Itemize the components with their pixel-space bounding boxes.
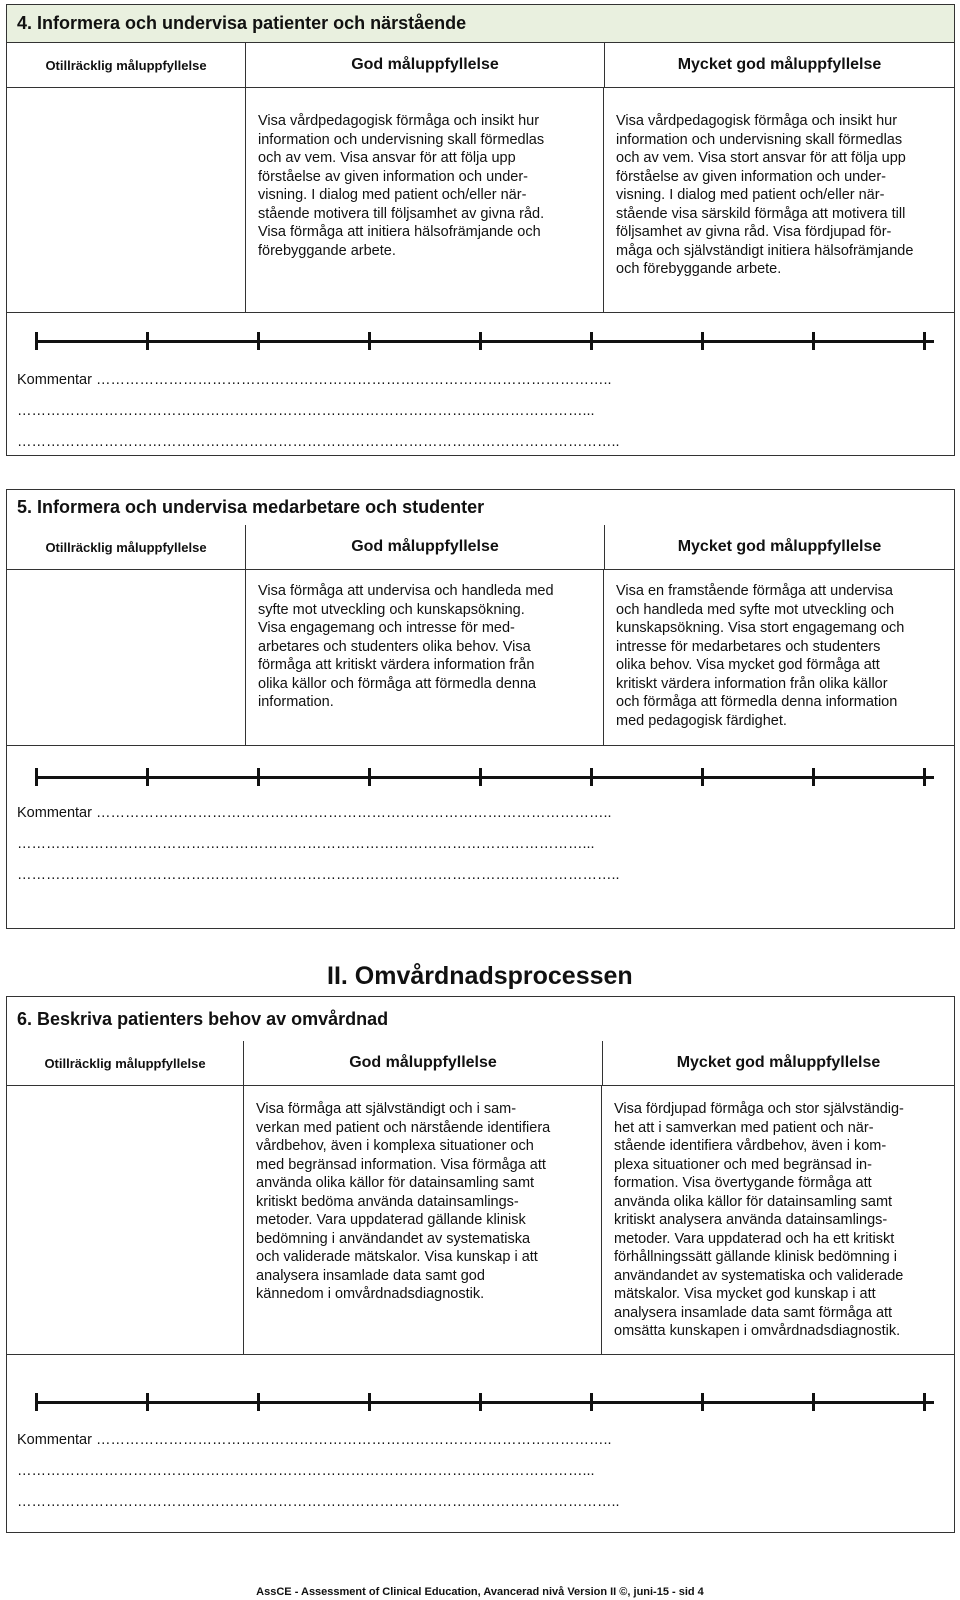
grade-very-good-label: Mycket god måluppfyllelse (677, 56, 882, 73)
criteria-line: olika källor och förmåga att förmedla denna (258, 675, 537, 692)
section-6-criteria (7, 1086, 954, 1355)
comment-dots: …………………………………………………………………………………………………………….. (17, 867, 620, 883)
criteria-very-good-cell (604, 88, 954, 312)
criteria-very-good-cell (602, 1086, 954, 1354)
criteria-line: kännedom i omvårdnadsdiagnostik. (256, 1286, 485, 1302)
comment-area[interactable] (7, 1425, 954, 1518)
scale-tick[interactable] (923, 1393, 926, 1411)
comment-dots: …………………………………………………………………………………………………………….. (17, 434, 620, 450)
criteria-line: verkan med patient och närstående identifiera (256, 1119, 551, 1136)
criteria-line: olika behov. Visa mycket god förmåga att (616, 657, 880, 673)
scale-tick[interactable] (479, 768, 482, 786)
scale-tick[interactable] (812, 332, 815, 350)
grade-good-label: God måluppfyllelse (246, 43, 605, 87)
criteria-line: Visa vårdpedagogisk förmåga och insikt hur (616, 113, 898, 129)
scale-tick[interactable] (923, 768, 926, 786)
comment-dots: ………………………………………………………………………………………………………... (17, 836, 595, 852)
scale-tick[interactable] (146, 768, 149, 786)
criteria-line: och av vem. Visa stort ansvar för att följa upp (616, 150, 906, 166)
comment-line (17, 798, 944, 829)
criteria-line: använda olika källor för datainsamling samt (614, 1193, 893, 1210)
scale-tick[interactable] (701, 332, 704, 350)
criteria-line: information. (258, 694, 334, 710)
criteria-line: förmåga att kritiskt värdera information från (258, 657, 535, 673)
scale-tick[interactable] (257, 332, 260, 350)
criteria-line: och förebyggande arbete. (616, 261, 782, 277)
section-4-title: 4. Informera och undervisa patienter och närstående (17, 13, 467, 33)
criteria-line: vårdbehov, även i komplexa situationer och (256, 1138, 534, 1154)
assessment-scale[interactable] (7, 1355, 954, 1425)
section-4 (6, 4, 955, 456)
criteria-line: visning. I dialog med patient och/eller när- (258, 187, 527, 203)
criteria-good-cell (246, 88, 604, 312)
criteria-line: förståelse av given information och under- (616, 168, 887, 185)
grade-very-good-label: Mycket god måluppfyllelse (676, 1054, 881, 1071)
scale-tick[interactable] (923, 332, 926, 350)
comment-area[interactable] (7, 798, 954, 891)
criteria-line: het att i samverkan med patient och när- (614, 1119, 874, 1136)
criteria-line: stående identifiera vårdbehov, även i kom- (614, 1138, 887, 1154)
comment-dots: …………………………………………………………………………………………….. (95, 805, 612, 821)
comment-dots: …………………………………………………………………………………………….. (95, 1432, 612, 1448)
grade-insufficient-label: Otillräcklig måluppfyllelse (7, 525, 246, 569)
criteria-line: Visa en framstående förmåga att undervisa (616, 583, 894, 599)
criteria-line: omsätta kunskapen i omvårdnadsdiagnostik. (614, 1323, 901, 1339)
criteria-line: bedömning i användandet av systematiska (256, 1230, 531, 1247)
scale-tick[interactable] (35, 332, 38, 350)
criteria-very-good-cell (604, 570, 954, 745)
criteria-line: syfte mot utveckling och kunskapsökning. (258, 601, 525, 618)
criteria-line: intresse för medarbetares och studenters (616, 638, 881, 655)
criteria-line: analysera insamlade data samt god (256, 1267, 485, 1284)
comment-dots: ………………………………………………………………………………………………………... (17, 1463, 595, 1479)
criteria-line: kritiskt analysera använda datainsamlings- (614, 1212, 888, 1228)
scale-tick[interactable] (590, 1393, 593, 1411)
grade-insufficient-label: Otillräcklig måluppfyllelse (7, 1041, 244, 1085)
scale-tick[interactable] (368, 1393, 371, 1411)
criteria-line: förebyggande arbete. (258, 242, 396, 259)
section-5-title-bar (7, 490, 954, 525)
section-6-title-bar (7, 997, 954, 1041)
section-5 (6, 489, 955, 929)
scale-tick[interactable] (590, 332, 593, 350)
criteria-line: Visa förmåga att initiera hälsofrämjande och (258, 224, 541, 240)
section-4-title-bar (7, 5, 954, 43)
criteria-line: Visa fördjupad förmåga och stor självständig- (614, 1101, 904, 1117)
criteria-line: följsamhet av givna råd. Visa fördjupad för- (616, 224, 892, 240)
grade-good-label: God måluppfyllelse (244, 1041, 603, 1085)
criteria-line: Visa vårdpedagogisk förmåga och insikt hur (258, 113, 540, 129)
comment-label: Kommentar (17, 805, 92, 821)
scale-tick[interactable] (257, 768, 260, 786)
grade-insufficient-label: Otillräcklig måluppfyllelse (7, 43, 246, 87)
criteria-line: använda olika källor för datainsamling samt (256, 1175, 535, 1191)
comment-label: Kommentar (17, 1432, 92, 1448)
section-6-title: 6. Beskriva patienters behov av omvårdnad (17, 1008, 389, 1029)
criteria-line: mätskalor. Visa mycket god kunskap i att (614, 1286, 876, 1302)
section-5-title: 5. Informera och undervisa medarbetare och studenter (17, 497, 485, 517)
criteria-line: metoder. Vara uppdaterad gällande klinisk (256, 1212, 526, 1228)
scale-tick[interactable] (368, 768, 371, 786)
section-6-grade-header (7, 1041, 954, 1086)
grade-good-label: God måluppfyllelse (246, 525, 605, 569)
criteria-line: och handleda med syfte mot utveckling och (616, 601, 895, 618)
scale-tick[interactable] (368, 332, 371, 350)
criteria-line: information och undervisning skall förmedlas (258, 131, 545, 148)
assessment-scale[interactable] (7, 313, 954, 365)
section-5-criteria (7, 570, 954, 746)
assessment-scale[interactable] (7, 746, 954, 798)
scale-line (37, 340, 934, 343)
comment-line (17, 365, 944, 396)
scale-line (37, 776, 934, 779)
section-4-criteria (7, 88, 954, 313)
criteria-line: metoder. Vara uppdaterad och ha ett kritiskt (614, 1230, 895, 1247)
scale-tick[interactable] (146, 1393, 149, 1411)
scale-tick[interactable] (590, 768, 593, 786)
scale-tick[interactable] (35, 1393, 38, 1411)
criteria-line: visning. I dialog med patient och/eller när- (616, 187, 885, 203)
criteria-line: och förmåga att förmedla denna information (616, 694, 898, 710)
criteria-line: och validerade mätskalor. Visa kunskap i att (256, 1249, 538, 1265)
criteria-line: med begränsad information. Visa förmåga att (256, 1156, 546, 1173)
scale-tick[interactable] (701, 1393, 704, 1411)
criteria-good-cell (244, 1086, 602, 1354)
criteria-line: information och undervisning skall förmedlas (616, 131, 903, 148)
criteria-line: plexa situationer och med begränsad in- (614, 1156, 872, 1173)
scale-tick[interactable] (812, 768, 815, 786)
criteria-insufficient-cell (7, 88, 246, 312)
criteria-line: förståelse av given information och under- (258, 168, 529, 185)
criteria-line: stående motivera till följsamhet av givna råd. (258, 205, 545, 222)
criteria-line: förhållningssätt gällande klinisk bedömning i (614, 1249, 897, 1265)
criteria-line: Visa förmåga att självständigt och i sam- (256, 1101, 517, 1117)
criteria-good-cell (246, 570, 604, 745)
comment-area[interactable] (7, 365, 954, 458)
comment-dots: …………………………………………………………………………………………………………….. (17, 1494, 620, 1510)
criteria-line: analysera insamlade data samt förmåga att (614, 1304, 893, 1321)
section-5-grade-header (7, 525, 954, 570)
criteria-line: Visa engagemang och intresse för med- (258, 620, 515, 636)
comment-label: Kommentar (17, 372, 92, 388)
comment-dots: ………………………………………………………………………………………………………... (17, 403, 595, 419)
criteria-insufficient-cell (7, 570, 246, 745)
criteria-line: med pedagogisk färdighet. (616, 712, 787, 729)
criteria-line: arbetares och studenters olika behov. Visa (258, 638, 531, 655)
criteria-line: kritiskt bedöma använda datainsamlings- (256, 1193, 519, 1210)
criteria-insufficient-cell (7, 1086, 244, 1354)
criteria-line: kunskapsökning. Visa stort engagemang och (616, 620, 905, 636)
scale-line (37, 1401, 934, 1404)
part-heading: II. Omvårdnadsprocessen (327, 962, 633, 990)
scale-tick[interactable] (701, 768, 704, 786)
section-4-grade-header (7, 43, 954, 88)
criteria-line: och av vem. Visa ansvar för att följa upp (258, 150, 516, 166)
scale-tick[interactable] (479, 332, 482, 350)
comment-dots: …………………………………………………………………………………………….. (95, 372, 612, 388)
criteria-line: stående visa särskild förmåga att motivera till (616, 205, 906, 222)
scale-tick[interactable] (35, 768, 38, 786)
criteria-line: användandet av systematiska och validerade (614, 1267, 904, 1284)
criteria-line: måga och självständigt initiera hälsofrämjande (616, 242, 914, 259)
scale-tick[interactable] (257, 1393, 260, 1411)
grade-very-good-label: Mycket god måluppfyllelse (677, 538, 882, 555)
scale-tick[interactable] (479, 1393, 482, 1411)
comment-line (17, 1425, 944, 1456)
criteria-line: formation. Visa övertygande förmåga att (614, 1175, 872, 1191)
page-footer: AssCE - Assessment of Clinical Education, Avancerad nivå Version II ©, juni-15 - sid 4 (256, 1586, 704, 1598)
section-6 (6, 996, 955, 1533)
criteria-line: Visa förmåga att undervisa och handleda med (258, 583, 554, 599)
criteria-line: kritiskt värdera information från olika källor (616, 675, 888, 692)
scale-tick[interactable] (146, 332, 149, 350)
scale-tick[interactable] (812, 1393, 815, 1411)
